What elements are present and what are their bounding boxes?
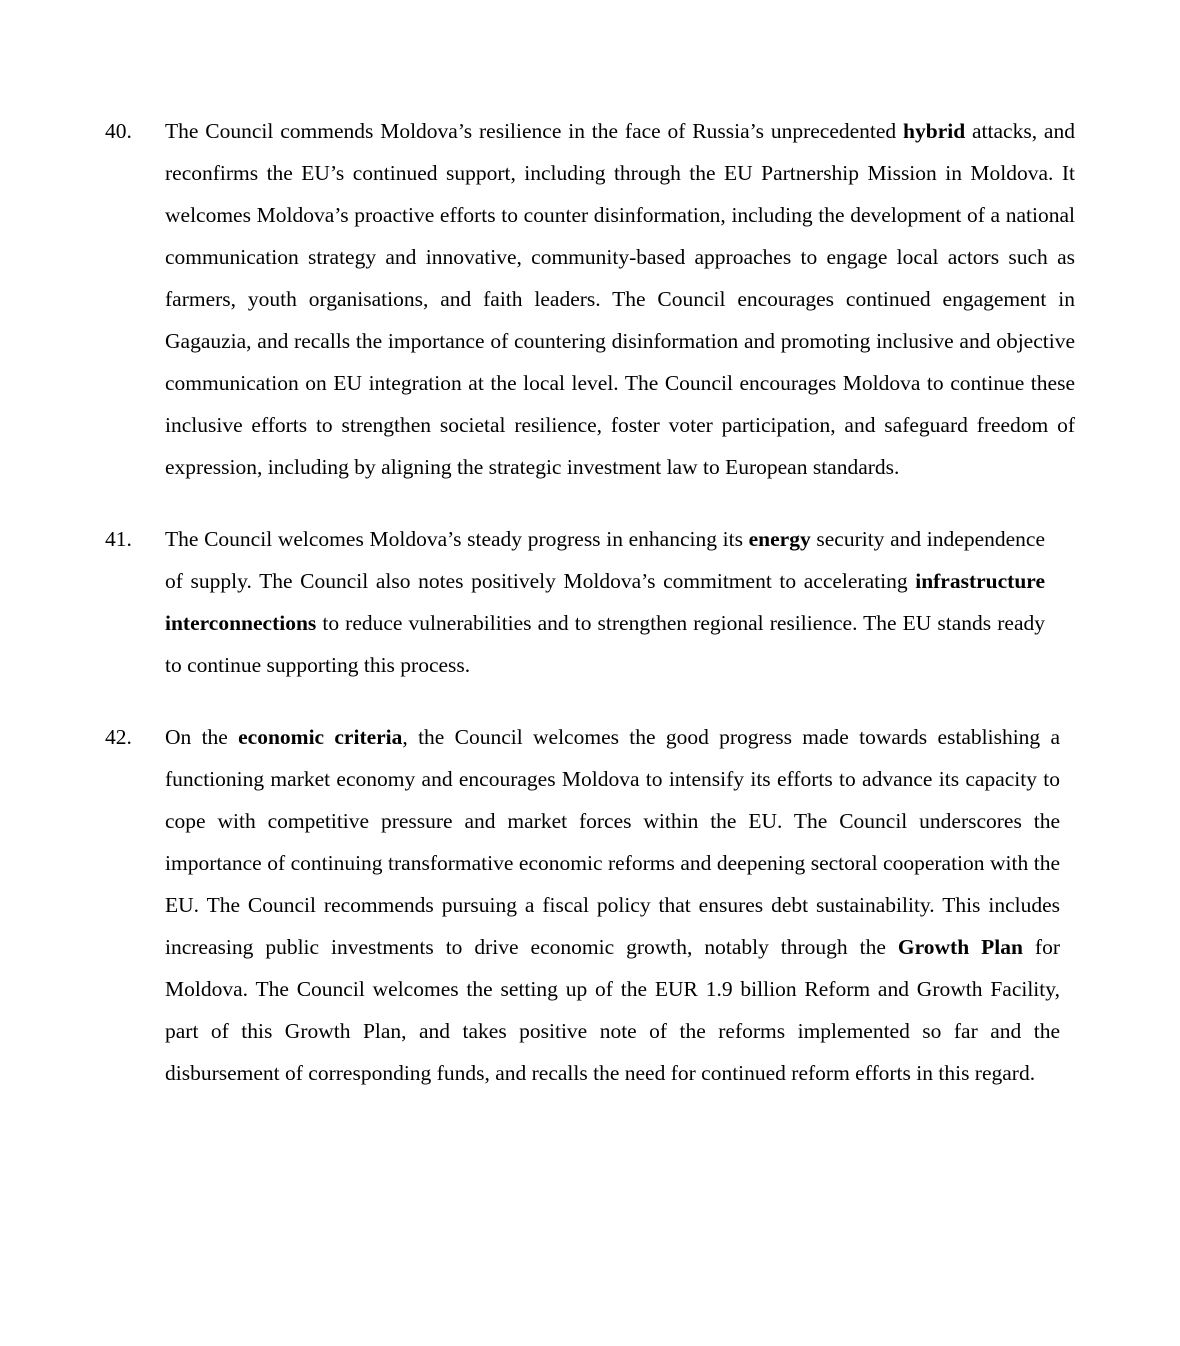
paragraph-number: 40. xyxy=(105,119,132,143)
paragraph-42 xyxy=(105,716,1075,1094)
paragraph-text: The Council welcomes Moldova’s steady progress in enhancing its energy security and independence of supply. The Council also notes positively Moldova’s commitment to accelerating infrastructure interconnections to reduce vulnerabilities and to strengthen regional resilience. The EU stands ready to continue supporting this process. xyxy=(165,527,1045,677)
paragraph-text: The Council commends Moldova’s resilience in the face of Russia’s unprecedented hybrid attacks, and reconfirms the EU’s continued support, including through the EU Partnership Mission in Moldova. It welcomes Moldova’s proactive efforts to counter disinformation, including the development of a national communication strategy and innovative, community-based approaches to engage local actors such as farmers, youth organisations, and faith leaders. The Council encourages continued engagement in Gagauzia, and recalls the importance of countering disinformation and promoting inclusive and objective communication on EU integration at the local level. The Council encourages Moldova to continue these inclusive efforts to strengthen societal resilience, foster voter participation, and safeguard freedom of expression, including by aligning the strategic investment law to European standards. xyxy=(165,119,1075,479)
paragraph-text: On the economic criteria, the Council welcomes the good progress made towards establishing a functioning market economy and encourages Moldova to intensify its efforts to advance its capacity to cope with competitive pressure and market forces within the EU. The Council underscores the importance of continuing transformative economic reforms and deepening sectoral cooperation with the EU. The Council recommends pursuing a fiscal policy that ensures debt sustainability. This includes increasing public investments to drive economic growth, notably through the Growth Plan for Moldova. The Council welcomes the setting up of the EUR 1.9 billion Reform and Growth Facility, part of this Growth Plan, and takes positive note of the reforms implemented so far and the disbursement of corresponding funds, and recalls the need for continued reform efforts in this regard. xyxy=(165,725,1061,1085)
paragraph-41 xyxy=(105,518,1075,686)
paragraph-40 xyxy=(105,110,1075,488)
paragraph-number: 41. xyxy=(105,527,132,551)
paragraph-number: 42. xyxy=(105,725,132,749)
